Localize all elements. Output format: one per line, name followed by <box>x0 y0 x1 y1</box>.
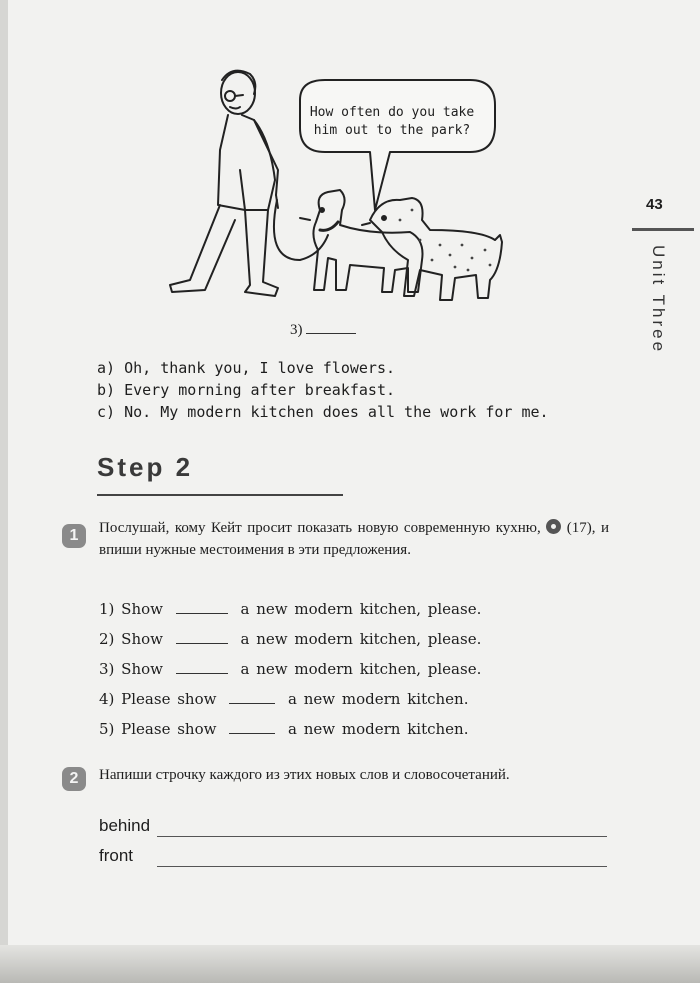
sentence-5-start: 5) Please show <box>99 720 217 738</box>
sentence-1-end: a new modern kitchen, please. <box>240 600 482 618</box>
sentence-3-end: a new modern kitchen, please. <box>240 660 482 678</box>
option-c: c) No. My modern kitchen does all the work for me. <box>97 403 549 421</box>
unit-label: Unit Three <box>649 245 668 355</box>
word-behind: behind <box>99 816 151 835</box>
sentence-5-blank[interactable] <box>229 733 275 734</box>
sentence-1 <box>99 594 481 624</box>
sentence-4-start: 4) Please show <box>99 690 217 708</box>
unit-tab-rule <box>632 228 694 231</box>
sentence-5-end: a new modern kitchen. <box>288 720 469 738</box>
sentence-3 <box>99 654 481 684</box>
sentence-4 <box>99 684 481 714</box>
speech-bubble-text <box>300 104 484 140</box>
sentence-4-blank[interactable] <box>229 703 275 704</box>
step-title-rule <box>97 494 343 496</box>
sentence-2-start: 2) Show <box>99 630 163 648</box>
option-b: b) Every morning after breakfast. <box>97 381 396 399</box>
answer-options <box>97 357 549 423</box>
page-binding-edge <box>0 0 8 983</box>
sentence-4-end: a new modern kitchen. <box>288 690 469 708</box>
sentence-2 <box>99 624 481 654</box>
exercise-1-instructions <box>99 517 609 561</box>
sentence-5 <box>99 714 481 744</box>
option-a: a) Oh, thank you, I love flowers. <box>97 359 396 377</box>
sentence-2-blank[interactable] <box>176 643 228 644</box>
sentence-2-end: a new modern kitchen, please. <box>240 630 482 648</box>
write-line-front[interactable] <box>157 866 607 867</box>
sentence-1-blank[interactable] <box>176 613 228 614</box>
exercise-2-badge: 2 <box>62 767 86 791</box>
sentence-3-start: 3) Show <box>99 660 163 678</box>
answer-blank[interactable] <box>306 333 356 334</box>
audio-disc-icon <box>546 519 561 534</box>
sentence-1-start: 1) Show <box>99 600 163 618</box>
page-number: 43 <box>646 196 663 213</box>
illustration-man-walking-dogs <box>150 60 520 320</box>
write-line-behind[interactable] <box>157 836 607 837</box>
speech-bubble-line-2: him out to the park? <box>313 123 471 138</box>
word-front: front <box>99 846 134 865</box>
step-title: Step 2 <box>97 452 194 482</box>
page-bottom-shadow <box>0 945 700 983</box>
exercise-1-badge: 1 <box>62 524 86 548</box>
answer-item-number: 3) <box>290 322 303 338</box>
exercise-2-instructions: Напиши строчку каждого из этих новых слов и словосочетаний. <box>99 767 510 783</box>
answer-item-3 <box>290 322 356 339</box>
sentence-3-blank[interactable] <box>176 673 228 674</box>
speech-bubble-shape <box>300 80 495 210</box>
exercise-1-sentences <box>99 594 481 744</box>
exercise-1-text-part-2: (17), и впиши нужные местоимения в эти предложения. <box>99 520 610 558</box>
exercise-1-text-part-1: Послушай, кому Кейт просит показать новую современную кухню, <box>99 520 541 536</box>
speech-bubble-line-1: How often do you take <box>309 105 475 120</box>
